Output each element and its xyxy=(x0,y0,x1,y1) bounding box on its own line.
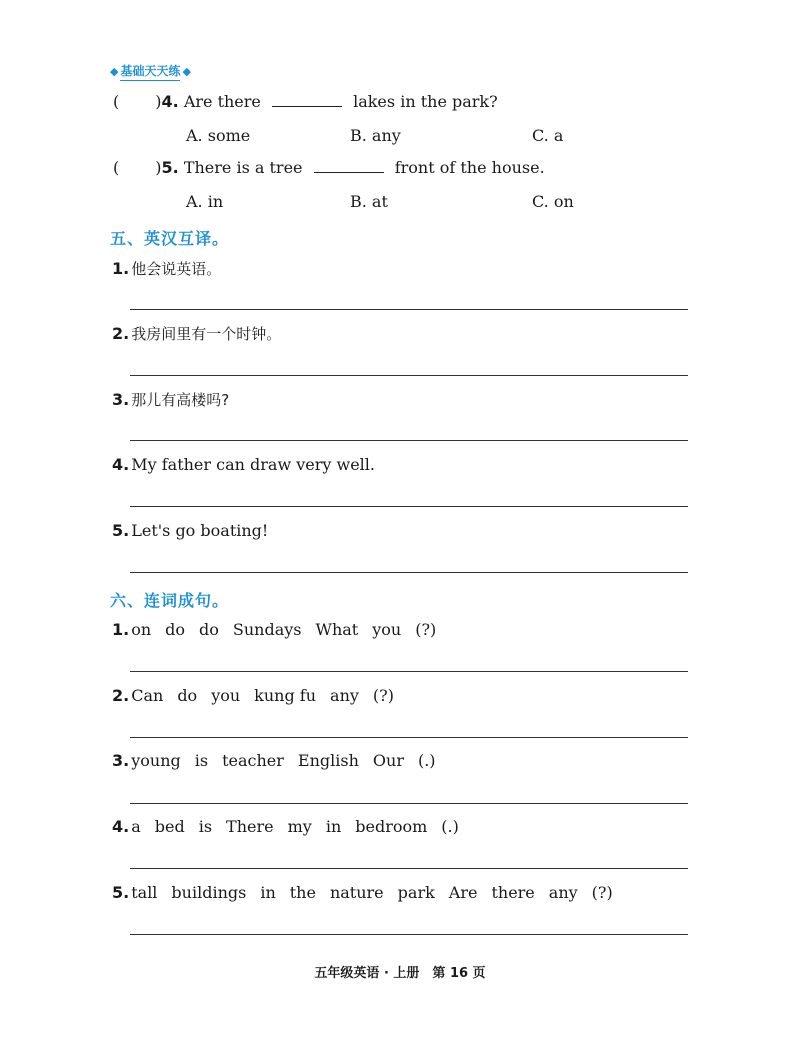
answer-line[interactable] xyxy=(130,803,688,804)
item-text: 他会说英语。 xyxy=(131,260,222,278)
word: a xyxy=(131,817,141,836)
item-number: 1. xyxy=(112,259,130,278)
answer-paren-open: ( xyxy=(113,158,120,177)
question-number: 5. xyxy=(161,158,179,177)
punctuation: (?) xyxy=(415,620,437,639)
fill-blank[interactable] xyxy=(314,158,384,173)
item-number: 5. xyxy=(112,883,130,902)
answer-line[interactable] xyxy=(130,934,688,935)
item-number: 1. xyxy=(112,620,130,639)
word: in xyxy=(260,883,276,902)
word: bed xyxy=(154,817,185,836)
translate-item-4 xyxy=(112,455,375,474)
answer-paren-close: ) xyxy=(155,92,162,111)
item-number: 3. xyxy=(112,751,130,770)
word: What xyxy=(315,620,359,639)
word: is xyxy=(198,817,213,836)
diamond-left-icon: ◆ xyxy=(110,65,119,78)
word: Sundays xyxy=(232,620,302,639)
question-number: 4. xyxy=(161,92,179,111)
reorder-item-1 xyxy=(112,620,450,639)
section-5-title: 五、英汉互译。 xyxy=(110,229,230,248)
word: do xyxy=(199,620,219,639)
answer-line[interactable] xyxy=(130,671,688,672)
diamond-right-icon: ◆ xyxy=(182,65,191,78)
reorder-item-3 xyxy=(112,751,450,770)
item-text: Let's go boating! xyxy=(131,521,269,540)
item-number: 2. xyxy=(112,324,130,343)
option-a: A. in xyxy=(186,192,224,211)
item-text: 那儿有高楼吗? xyxy=(131,391,230,409)
option-c: C. on xyxy=(532,192,574,211)
option-a: A. some xyxy=(186,126,251,145)
item-text: My father can draw very well. xyxy=(131,455,375,474)
word: English xyxy=(297,751,359,770)
word: teacher xyxy=(222,751,284,770)
word: tall xyxy=(131,883,158,902)
word: any xyxy=(330,686,359,705)
punctuation: (?) xyxy=(372,686,394,705)
reorder-item-4 xyxy=(112,817,473,836)
word: you xyxy=(211,686,241,705)
item-number: 5. xyxy=(112,521,130,540)
item-number: 4. xyxy=(112,455,130,474)
word: you xyxy=(372,620,402,639)
word: on xyxy=(131,620,152,639)
word: there xyxy=(491,883,535,902)
word: buildings xyxy=(171,883,247,902)
section-badge xyxy=(110,62,191,81)
choice-question-5 xyxy=(113,158,545,177)
reorder-item-5 xyxy=(112,883,627,902)
answer-line[interactable] xyxy=(130,506,688,507)
answer-line[interactable] xyxy=(130,440,688,441)
question-text-before: There is a tree xyxy=(183,158,303,177)
item-number: 2. xyxy=(112,686,130,705)
item-text: 我房间里有一个时钟。 xyxy=(131,325,282,343)
punctuation: (.) xyxy=(441,817,459,836)
word: the xyxy=(289,883,316,902)
item-number: 4. xyxy=(112,817,130,836)
word: Are xyxy=(448,883,478,902)
word: is xyxy=(194,751,209,770)
word: any xyxy=(548,883,578,902)
fill-blank[interactable] xyxy=(272,92,342,107)
translate-item-5 xyxy=(112,521,268,540)
translate-item-2 xyxy=(112,323,281,344)
punctuation: (?) xyxy=(591,883,613,902)
word: young xyxy=(131,751,181,770)
punctuation: (.) xyxy=(417,751,436,770)
translate-item-3 xyxy=(112,389,229,410)
question-text-after: front of the house. xyxy=(394,158,545,177)
word: There xyxy=(226,817,274,836)
badge-label: 基础天天练 xyxy=(120,62,180,81)
word: my xyxy=(287,817,312,836)
question-text-before: Are there xyxy=(183,92,261,111)
choice-question-4 xyxy=(113,92,498,111)
answer-line[interactable] xyxy=(130,375,688,376)
option-b: B. any xyxy=(350,126,401,145)
word: bedroom xyxy=(355,817,428,836)
word: do xyxy=(165,620,186,639)
section-6-title: 六、连词成句。 xyxy=(110,591,230,610)
answer-paren-close: ) xyxy=(155,158,162,177)
question-text-after: lakes in the park? xyxy=(353,92,498,111)
reorder-item-2 xyxy=(112,686,408,705)
option-b: B. at xyxy=(350,192,388,211)
answer-paren-open: ( xyxy=(113,92,120,111)
answer-line[interactable] xyxy=(130,309,688,310)
word: in xyxy=(325,817,342,836)
word: nature xyxy=(329,883,384,902)
answer-line[interactable] xyxy=(130,572,688,573)
word: kung fu xyxy=(254,686,317,705)
item-number: 3. xyxy=(112,390,130,409)
word: Our xyxy=(372,751,404,770)
page-footer: 五年级英语 · 上册 第 16 页 xyxy=(314,966,486,981)
word: Can xyxy=(131,686,164,705)
translate-item-1 xyxy=(112,258,221,279)
option-c: C. a xyxy=(532,126,564,145)
word: park xyxy=(397,883,435,902)
answer-line[interactable] xyxy=(130,868,688,869)
answer-line[interactable] xyxy=(130,737,688,738)
word: do xyxy=(177,686,198,705)
